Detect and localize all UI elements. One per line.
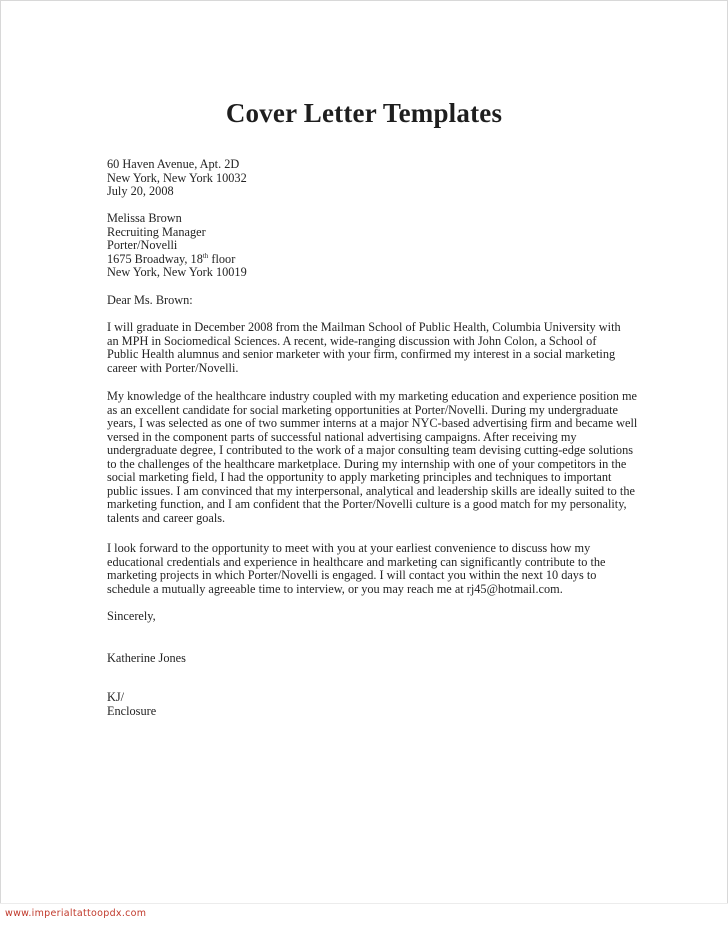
paragraph-line: marketing function, and I am confident that the Porter/Novelli culture is a good match for my personality, — [107, 497, 627, 511]
salutation-text: Dear Ms. Brown: — [107, 293, 193, 307]
paragraph-line: an MPH in Sociomedical Sciences. A recent, wide-ranging discussion with John Colon, a School of — [107, 333, 597, 348]
paragraph-line: I look forward to the opportunity to meet with you at your earliest convenience to discuss how my — [107, 541, 591, 555]
recipient-street-prefix: 1675 Broadway, 18 — [107, 251, 203, 266]
paragraph-line: undergraduate degree, I contributed to the work of a major consulting team devising cutting-edge solutions — [107, 443, 634, 457]
paragraph-line: educational credentials and experience in healthcare and marketing can significantly contribute to the — [107, 554, 606, 569]
paragraph-line: years, I was selected as one of two summer interns at a major NYC-based advertising firm and became well — [107, 416, 638, 430]
sender-address — [107, 158, 627, 199]
closing-text: Sincerely, — [107, 609, 156, 623]
letter-date: July 20, 2008 — [107, 184, 174, 198]
recipient-city: New York, New York 10019 — [107, 265, 247, 279]
paragraph-line: to the challenges of the healthcare marketplace. During my internship with one of your competitors in the — [107, 456, 627, 471]
paragraph-line: public issues. I am convinced that my interpersonal, analytical and leadership skills are ideally suited to the — [107, 483, 635, 498]
paragraph-line: career with Porter/Novelli. — [107, 360, 239, 375]
paragraph-line: My knowledge of the healthcare industry coupled with my marketing education and experience position me — [107, 389, 637, 403]
document-title: Cover Letter Templates — [225, 98, 503, 128]
signature-name: Katherine Jones — [107, 651, 186, 665]
paragraph-line: talents and career goals. — [107, 510, 226, 525]
recipient-street — [107, 253, 627, 267]
paragraph-line: social marketing field, I had the opportunity to apply marketing principles and techniques to important — [107, 470, 612, 484]
recipient-name: Melissa Brown — [107, 211, 182, 225]
paragraph-line: marketing projects in which Porter/Novelli is engaged. I will contact you within the next 10 days to — [107, 568, 597, 582]
paragraph-line: Public Health alumnus and senior marketer with your firm, confirmed my interest in a social marketing — [107, 347, 616, 361]
initials: KJ/ — [107, 690, 125, 704]
recipient-street-suffix: floor — [208, 251, 236, 266]
recipient-address — [107, 212, 627, 280]
paragraph-line: schedule a mutually agreeable time to interview, or you may reach me at rj45@hotmail.com. — [107, 581, 563, 596]
sender-street: 60 Haven Avenue, Apt. 2D — [107, 157, 240, 171]
salutation — [107, 294, 627, 308]
recipient-position: Recruiting Manager — [107, 224, 206, 239]
enclosure-block — [107, 691, 627, 718]
paragraph-line: versed in the component parts of successful national advertising campaigns. After receiving my — [107, 429, 577, 444]
body-paragraph-1 — [107, 321, 627, 375]
paragraph-line: as an excellent candidate for social marketing opportunities at Porter/Novelli. During my undergraduate — [107, 402, 618, 417]
paragraph-line: I will graduate in December 2008 from the Mailman School of Public Health, Columbia University with — [107, 320, 621, 334]
watermark-link[interactable]: www.imperialtattoopdx.com — [5, 908, 147, 919]
closing — [107, 610, 627, 624]
signature — [107, 652, 627, 666]
enclosure-text: Enclosure — [107, 703, 157, 718]
recipient-company: Porter/Novelli — [107, 238, 178, 252]
body-paragraph-3 — [107, 542, 627, 596]
body-paragraph-2 — [107, 389, 638, 525]
sender-city: New York, New York 10032 — [107, 170, 247, 185]
recipient-street-sup: th — [202, 251, 209, 260]
